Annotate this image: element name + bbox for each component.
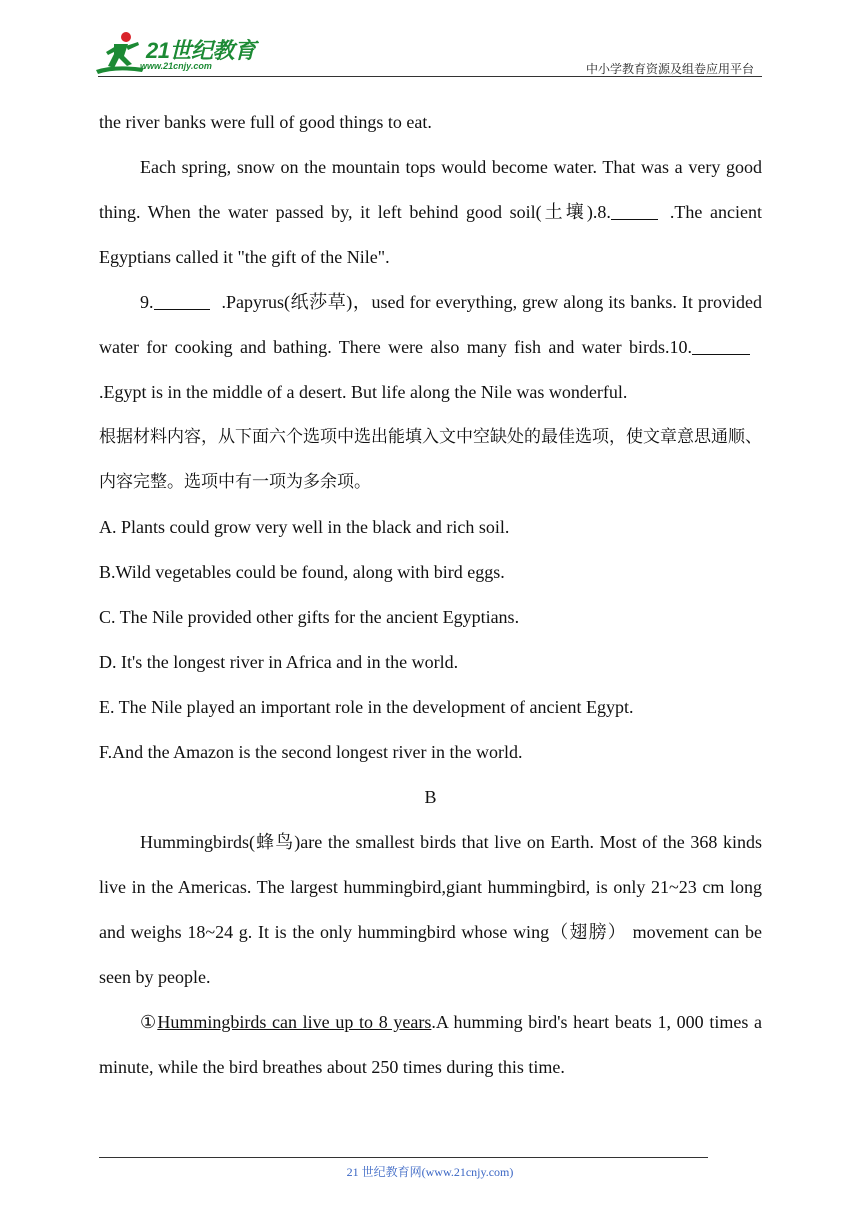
- logo-url-text: www.21cnjy.com: [140, 61, 212, 71]
- passage-a-paragraph-2: [99, 145, 762, 280]
- platform-name: 中小学教育资源及组卷应用平台: [585, 62, 754, 76]
- option-c: C. The Nile provided other gifts for the ancient Egyptians.: [99, 607, 520, 627]
- blank-10[interactable]: [692, 336, 750, 355]
- blank-8[interactable]: [611, 201, 658, 220]
- document-body: [99, 100, 762, 1090]
- logo-brand-text: 21世纪教育: [146, 38, 256, 63]
- option-d: D. It's the longest river in Africa and in the world.: [99, 652, 459, 672]
- option-a: A. Plants could grow very well in the black and rich soil.: [99, 517, 510, 537]
- passage-a-paragraph-2-after: .The ancient Egyptians called it "the gift of the Nile".: [99, 202, 762, 267]
- passage-a-paragraph-2-text: Each spring, snow on the mountain tops would become water. That was a very good thing. When the water passed by, it left behind good soil(土壤).8.: [99, 157, 762, 222]
- page-footer: 21 世纪教育网(www.21cnjy.com): [346, 1165, 514, 1179]
- section-heading-b: B: [424, 787, 437, 807]
- question-9-number: 9.: [140, 292, 154, 312]
- passage-a-paragraph-3-text: .Papyrus(纸莎草)，used for everything, grew along its banks. It provided water for cooking and bathing. There were also many fish and water birds.10.: [99, 292, 762, 357]
- instructions: 根据材料内容，从下面六个选项中选出能填入文中空缺处的最佳选项，使文章意思通顺、内容完整。选项中有一项为多余项。: [99, 427, 762, 492]
- site-logo[interactable]: [94, 30, 264, 78]
- page-header: [0, 0, 860, 80]
- passage-a-line: the river banks were full of good things to eat.: [99, 112, 432, 132]
- option-e: E. The Nile played an important role in the development of ancient Egypt.: [99, 697, 634, 717]
- passage-a-paragraph-3: [99, 280, 762, 415]
- footer-divider: [99, 1157, 708, 1158]
- passage-a-paragraph-3-after: .Egypt is in the middle of a desert. But life along the Nile was wonderful.: [99, 382, 628, 402]
- marker-1: ①: [140, 1012, 158, 1032]
- blank-9[interactable]: [154, 291, 210, 310]
- header-divider: [98, 76, 762, 77]
- passage-b-paragraph-1: Hummingbirds(蜂鸟)are the smallest birds that live on Earth. Most of the 368 kinds live in the Americas. The largest hummingbird,giant hummingbird, is only 21~23 cm long and weighs 18~24 g. It is the only hummingbird whose wing（翅膀） movement can be seen by people.: [99, 832, 762, 987]
- passage-b-paragraph-2-rest: .A humming bird's heart beats 1, 000 times a minute, while the bird breathes about 250 times during this time.: [99, 1012, 763, 1077]
- option-b: B.Wild vegetables could be found, along with bird eggs.: [99, 562, 505, 582]
- passage-b-paragraph-2: [99, 1000, 762, 1090]
- option-f: F.And the Amazon is the second longest river in the world.: [99, 742, 523, 762]
- underlined-sentence: Hummingbirds can live up to 8 years: [157, 1012, 432, 1032]
